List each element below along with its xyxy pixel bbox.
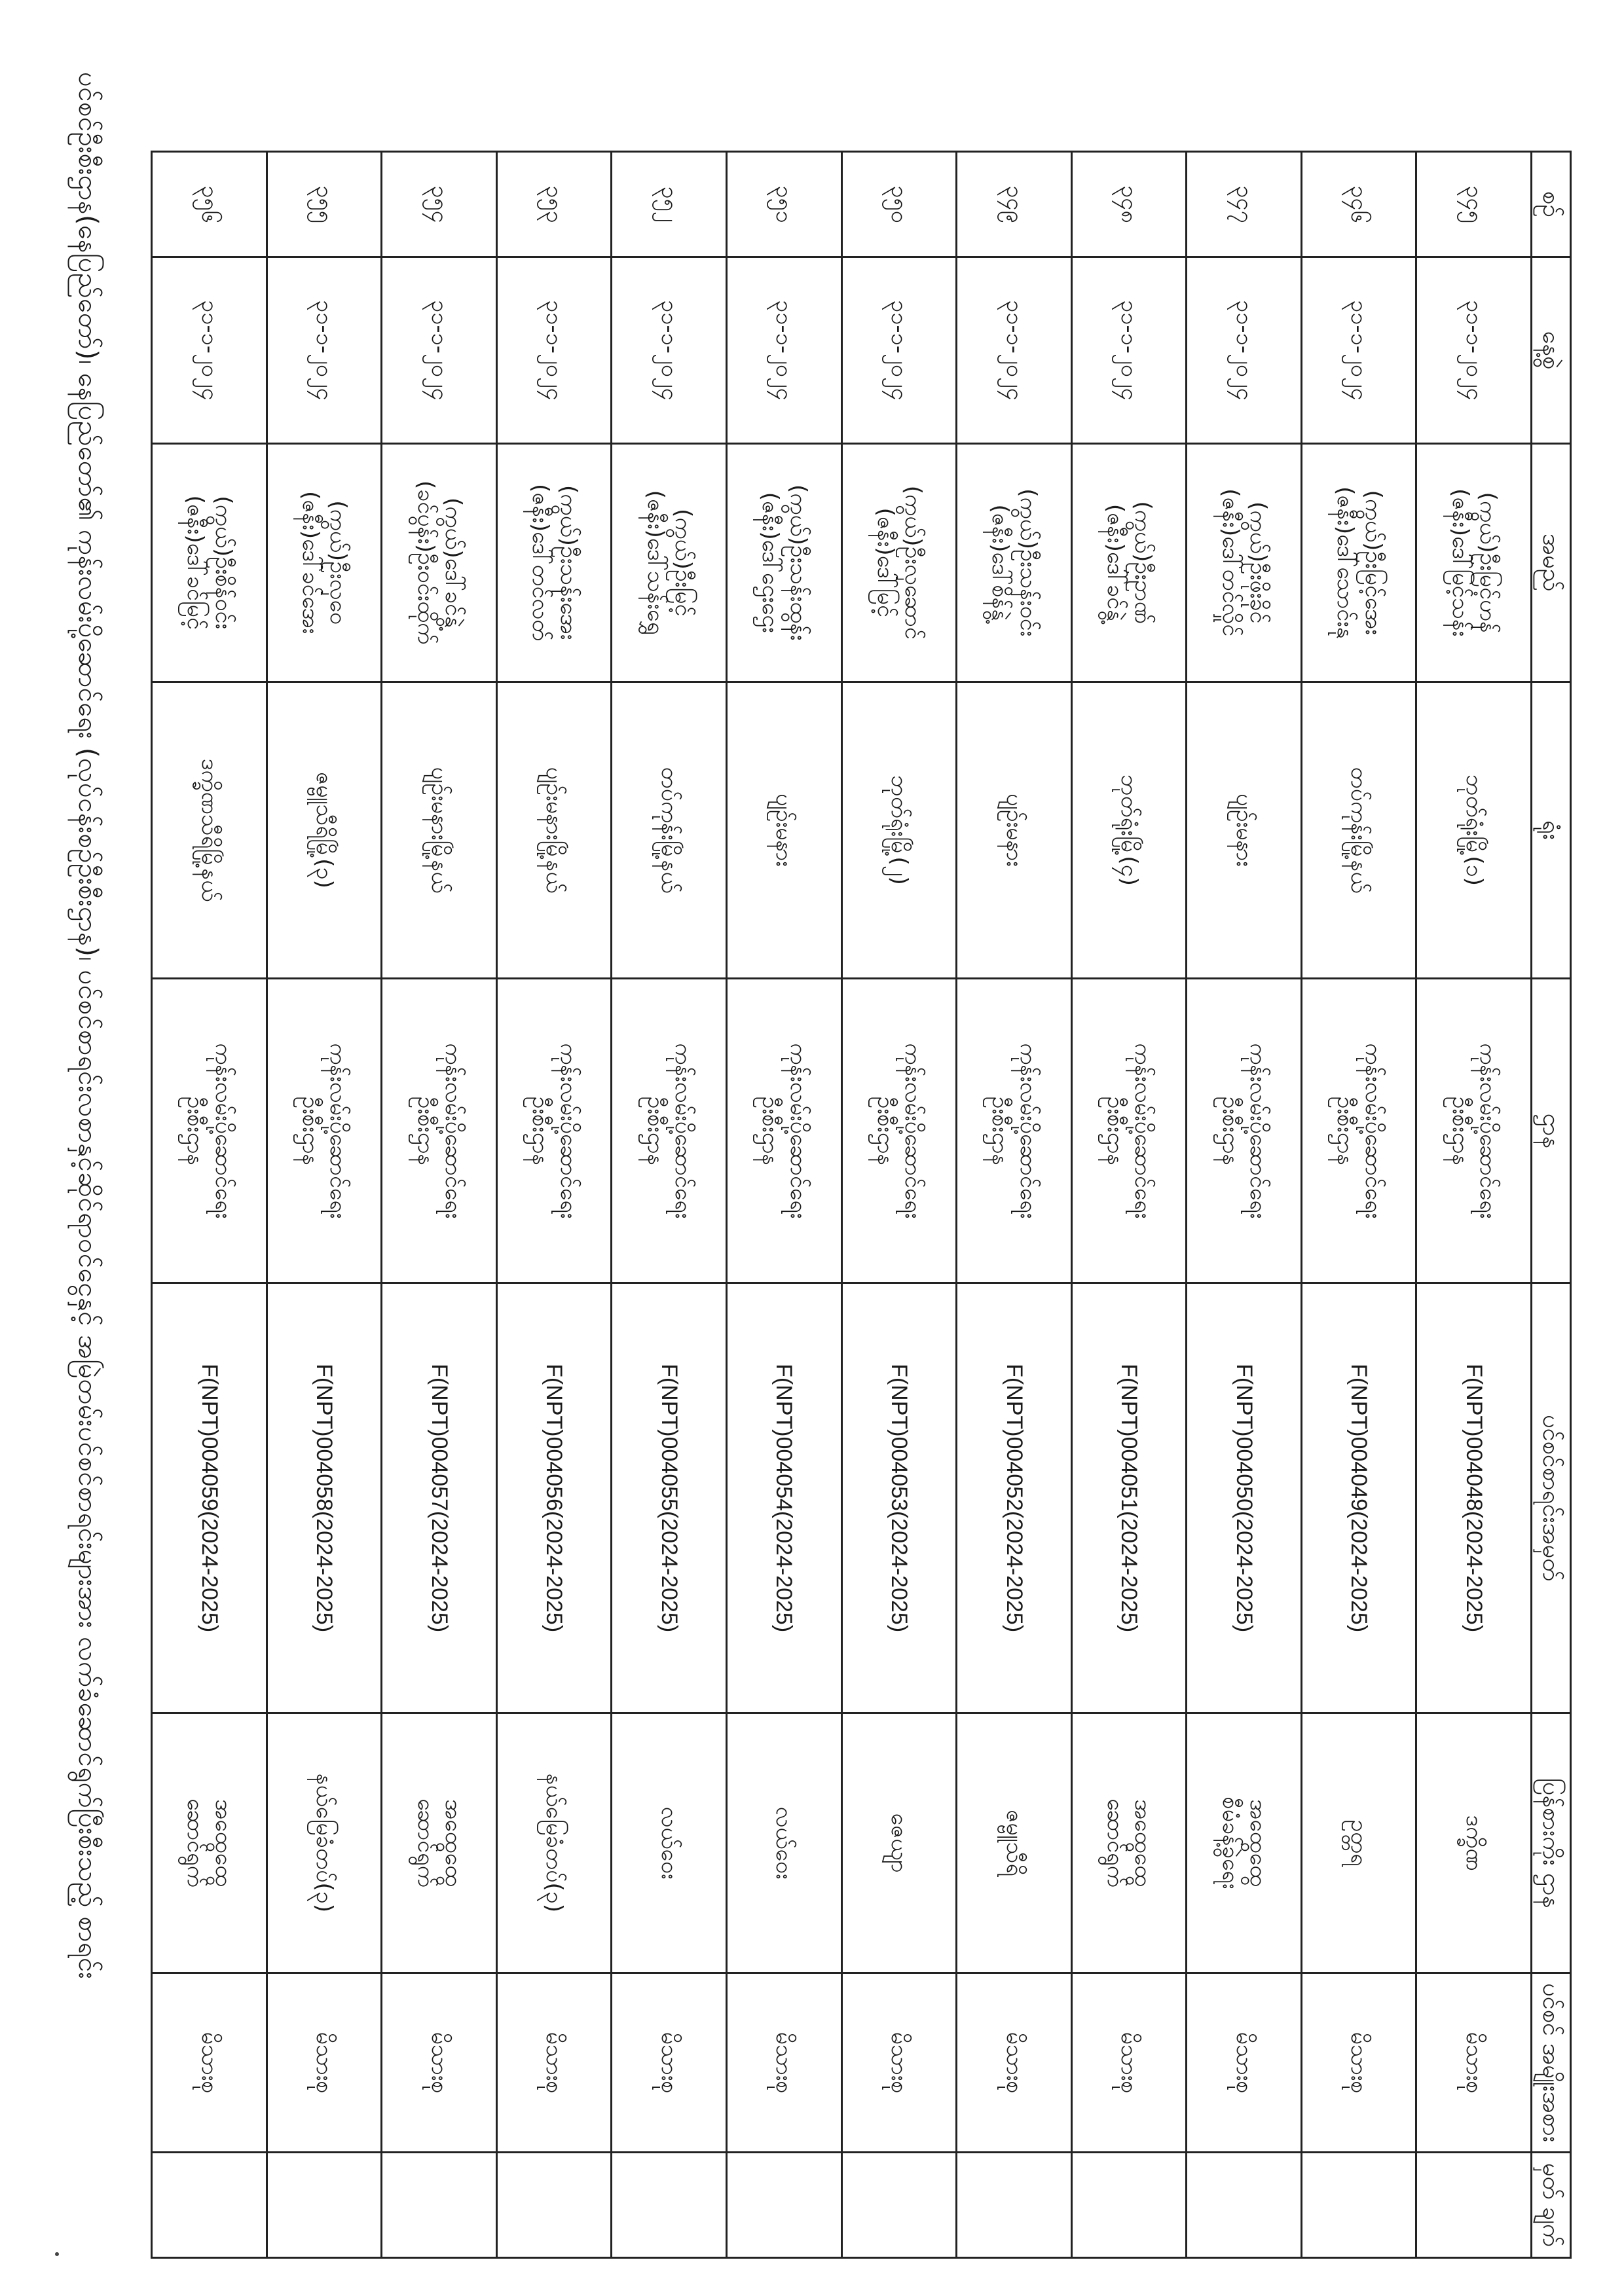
cell-line-name2: (ဇနီး)ဒေါ်သန်းရွှေ	[642, 490, 669, 635]
cell-line-type2: စီမံခန့်ခွဲရေး	[1217, 1796, 1244, 1889]
table-row	[726, 152, 841, 2258]
cell-line-cert: F(NPT)004050(2024-2025)	[1231, 1364, 1257, 1633]
cell-cert	[1071, 1283, 1187, 1713]
cell-line-type1: နယ်မြေခံတပ်(၃)	[541, 1773, 568, 1913]
ink-dot	[55, 2252, 59, 2256]
cell-line-dept2: ဦးစီးဌာန	[527, 1096, 554, 1166]
cell-line-office: တပ်ကုန်းမြို့နယ်	[1346, 767, 1373, 894]
cell-line-dept2: ဦးစီးဌာန	[1332, 1096, 1359, 1166]
cell-line-dept1: ကုန်းလမ်းပို့ဆောင်ရေး	[440, 1043, 467, 1219]
cell-no	[267, 152, 382, 257]
cell-date	[612, 257, 727, 444]
cell-line-type1: ဇမ္ဗူသီရိ	[1001, 1810, 1027, 1876]
cell-line-name2: (ဇနီး)ဒေါ်ခင်အေး	[297, 491, 323, 634]
cell-date	[957, 257, 1072, 444]
cell-office	[841, 682, 957, 979]
cell-department	[841, 979, 957, 1283]
cell-category	[1416, 1973, 1532, 2153]
cell-line-date: ၃၁-၁-၂၀၂၄	[771, 300, 798, 401]
table-row	[957, 152, 1072, 2258]
cell-line-category: မိသားစု	[886, 2032, 913, 2094]
cell-line-office: ဘုတ်ရုံးမြို့(၂)	[886, 775, 913, 885]
cell-line-cert: F(NPT)004048(2024-2025)	[1461, 1364, 1486, 1633]
cell-line-name1: (ကွယ်)ဦးသန်းထွန်း	[784, 484, 811, 641]
cell-line-no: ၃၄၉	[1001, 185, 1027, 223]
cell-department	[726, 979, 841, 1283]
cell-line-dept2: ဦးစီးဌာန	[412, 1096, 439, 1166]
cell-line-name1: (ကွယ်)ဦးသန်းဝင်း	[1014, 488, 1041, 637]
cell-line-no: ၃၅၃	[541, 185, 568, 223]
cell-line-type1: လယ်ဝေး	[655, 1806, 682, 1880]
cell-line-category: မိသားစု	[1346, 2032, 1373, 2094]
cell-type	[841, 1713, 957, 1973]
cell-office	[726, 682, 841, 979]
cell-line-office: ဘုတ်ရုံးမြို့(၁)	[1460, 774, 1487, 886]
cell-type	[612, 1713, 727, 1973]
cell-type	[382, 1713, 497, 1973]
cell-category	[1301, 1973, 1416, 2153]
cell-line-dept1: ကုန်းလမ်းပို့ဆောင်ရေး	[325, 1043, 352, 1219]
cell-type	[1187, 1713, 1302, 1973]
cell-line-date: ၃၁-၁-၂၀၂၄	[1116, 300, 1143, 401]
cell-name	[1187, 443, 1302, 682]
cell-line-cert: F(NPT)004052(2024-2025)	[1001, 1364, 1027, 1633]
cell-type	[1071, 1713, 1187, 1973]
cell-cert	[1187, 1283, 1302, 1713]
cell-name	[612, 443, 727, 682]
pension-register-table	[151, 151, 1572, 2259]
cell-no	[152, 152, 267, 257]
header-type: ပြန်စားကိုး ဌာန	[1532, 1713, 1571, 1973]
cell-line-name2: (ဇနီး)ဒေါ်မြင့်	[872, 507, 898, 617]
cell-line-date: ၃၁-၁-၂၀၂၄	[655, 300, 682, 401]
cell-type	[152, 1713, 267, 1973]
cell-date	[1187, 257, 1302, 444]
cell-name	[1301, 443, 1416, 682]
cell-name	[726, 443, 841, 682]
cell-line-dept2: ဦးစီးဌာန	[987, 1096, 1014, 1166]
cell-type	[726, 1713, 841, 1973]
cell-department	[612, 979, 727, 1283]
cell-no	[1301, 152, 1416, 257]
cell-line-date: ၃၁-၁-၂၀၂၄	[886, 300, 913, 401]
cell-name	[382, 443, 497, 682]
table-row	[1071, 152, 1187, 2258]
cell-line-type1: အထွေထွေ	[1130, 1799, 1156, 1887]
table-body	[152, 152, 1532, 2258]
header-cert: ပင်စင်စာရင်းအမှတ်	[1532, 1283, 1571, 1713]
cell-remark	[957, 2152, 1072, 2257]
cell-department	[957, 979, 1072, 1283]
cell-category	[382, 1973, 497, 2153]
cell-line-name1: (ကွယ်)ဦးဖိုးခိုင်	[1245, 501, 1272, 624]
cell-office	[382, 682, 497, 979]
cell-cert	[1301, 1283, 1416, 1713]
cell-line-name2: (ဇနီး)ဒေါ်ခင်နွဲ့	[1101, 503, 1128, 621]
cell-line-office: ဇမ္ဗူသီရိမြို့(၃)	[311, 772, 338, 888]
cell-date	[152, 257, 267, 444]
cell-line-category: မိသားစု	[1116, 2032, 1143, 2094]
cell-line-dept2: ဦးစီးဌာန	[182, 1096, 209, 1166]
cell-line-no: ၃၅၀	[886, 185, 913, 223]
cell-date	[1071, 257, 1187, 444]
cell-line-type1: အထွေထွေ	[1245, 1799, 1272, 1887]
cell-line-cert: F(NPT)004053(2024-2025)	[887, 1364, 912, 1633]
cell-line-name1: (ကွယ်)ဦးစိန်ဝင်း	[210, 496, 236, 630]
cell-line-name1: (ကွယ်)ဦးဥာဏ်	[1130, 501, 1156, 624]
cell-line-dept2: ဦးစီးဌာန	[1447, 1096, 1473, 1166]
cell-line-type1: အထွေထွေ	[440, 1799, 467, 1887]
cell-no	[1071, 152, 1187, 257]
table-row	[496, 152, 612, 2258]
table-row	[152, 152, 267, 2258]
cell-office	[612, 682, 727, 979]
header-remark: မှတ် ချက်	[1532, 2152, 1571, 2257]
cell-category	[1187, 1973, 1302, 2153]
cell-line-name1: (ကွယ်)ဦးမြင့်ဟန်	[1475, 492, 1502, 633]
cell-line-office: တပ်ကုန်းမြို့နယ်	[655, 767, 682, 894]
cell-line-dept1: ကုန်းလမ်းပို့ဆောင်ရေး	[1359, 1043, 1386, 1219]
cell-line-no: ၃၅၅	[311, 185, 338, 223]
cell-line-name1: (ကွယ်)ဒေါ်ခင်နွဲ့	[440, 497, 467, 628]
cell-line-cert: F(NPT)004056(2024-2025)	[542, 1364, 567, 1633]
cell-line-category: မိသားစု	[1460, 2032, 1487, 2094]
cell-office	[957, 682, 1072, 979]
cell-line-name2: (ဇနီး)ဒေါ်တင်လှိုင်	[1217, 488, 1244, 637]
cell-line-cert: F(NPT)004058(2024-2025)	[312, 1364, 337, 1633]
cell-line-name2: (ဇနီး)ဒေါ်သောင်းနု	[1332, 486, 1359, 639]
cell-line-type1: လယ်ဝေး	[771, 1806, 798, 1880]
cell-line-date: ၃၁-၁-၂၀၂၄	[1230, 300, 1257, 401]
cell-cert	[267, 1283, 382, 1713]
table-row	[1301, 152, 1416, 2258]
cell-line-office: ပျဉ်းမနားမြို့နယ်	[426, 767, 452, 894]
cell-no	[726, 152, 841, 257]
cell-date	[267, 257, 382, 444]
cell-line-dept1: ကုန်းလမ်းပို့ဆောင်ရေး	[784, 1043, 811, 1219]
cell-line-office: ပျဉ်းမနား	[771, 793, 798, 867]
cell-name	[1416, 443, 1532, 682]
header-department: ဌာန	[1532, 979, 1571, 1283]
cell-line-name2: (ဇနီး)ဒေါ်မြင့်သန်း	[1447, 488, 1473, 637]
cell-cert	[382, 1283, 497, 1713]
cell-category	[1071, 1973, 1187, 2153]
cell-date	[1301, 257, 1416, 444]
cell-line-type1: ဥတ္တရ	[1346, 1819, 1373, 1867]
cell-line-dept2: ဦးစီးဌာန	[1217, 1096, 1244, 1166]
cell-category	[841, 1973, 957, 2153]
cell-date	[382, 257, 497, 444]
cell-line-name2: (ဇနီး)ဒေါ်စိန်နွဲ့	[987, 504, 1014, 621]
cell-line-category: မိသားစု	[1001, 2032, 1027, 2094]
cell-remark	[1187, 2152, 1302, 2257]
cell-department	[152, 979, 267, 1283]
cell-cert	[612, 1283, 727, 1713]
cell-line-date: ၃၁-၁-၂၀၂၄	[541, 300, 568, 401]
cell-remark	[267, 2152, 382, 2257]
header-office: ရုံး	[1532, 682, 1571, 979]
cell-line-no: ၃၅၄	[426, 185, 452, 223]
cell-date	[1416, 257, 1532, 444]
cell-line-category: မိသားစု	[655, 2032, 682, 2094]
cell-line-no: ၃၅၆	[196, 185, 223, 223]
cell-category	[726, 1973, 841, 2153]
header-date: နေ့စွဲ	[1532, 257, 1571, 444]
cell-cert	[726, 1283, 841, 1713]
cell-remark	[726, 2152, 841, 2257]
cell-line-category: မိသားစု	[196, 2032, 223, 2094]
cell-office	[267, 682, 382, 979]
cell-name	[957, 443, 1072, 682]
cell-name	[152, 443, 267, 682]
cell-name	[841, 443, 957, 682]
cell-line-dept1: ကုန်းလမ်းပို့ဆောင်ရေး	[1245, 1043, 1272, 1219]
cell-remark	[841, 2152, 957, 2257]
cell-category	[612, 1973, 727, 2153]
document-title: ပင်စင်ဦးစီးဌာန(နေပြည်တော်)၊ နေပြည်တော်၏ ကုန်းလမ်းပို့ဆောင်ရေး (လုပ်ငန်းစဉ်ဦးစီးဌာန)၊ ပင်စင်စာရင်းလစာနှင့်ဆိုင်ရာဝင်ငွေနှင့် အမြဲတမ်းပင်စင်စာရင်းများအား လက်ခံဆောင်ရွက်ပြီးစီးသည့် စာရင်း	[73, 72, 103, 1980]
cell-category	[267, 1973, 382, 2153]
cell-line-type2: ဆောင်ရွက်	[182, 1798, 209, 1887]
cell-no	[1416, 152, 1532, 257]
cell-line-type2: ဆောင်ရွက်	[412, 1798, 439, 1887]
cell-office	[496, 682, 612, 979]
cell-line-office: ပျဉ်းမနား	[1001, 793, 1027, 867]
table-header-row	[1532, 152, 1571, 2258]
cell-type	[496, 1713, 612, 1973]
cell-date	[496, 257, 612, 444]
cell-line-cert: F(NPT)004054(2024-2025)	[771, 1364, 797, 1633]
cell-no	[382, 152, 497, 257]
cell-office	[1187, 682, 1302, 979]
cell-remark	[612, 2152, 727, 2257]
cell-remark	[152, 2152, 267, 2257]
cell-line-cert: F(NPT)004057(2024-2025)	[426, 1364, 452, 1633]
cell-category	[152, 1973, 267, 2153]
cell-line-dept2: ဦးစီးဌာန	[757, 1096, 784, 1166]
table-row	[841, 152, 957, 2258]
cell-line-cert: F(NPT)004051(2024-2025)	[1116, 1364, 1142, 1633]
cell-cert	[1416, 1283, 1532, 1713]
cell-department	[1187, 979, 1302, 1283]
cell-name	[1071, 443, 1187, 682]
cell-no	[957, 152, 1072, 257]
cell-line-office: ပျဉ်းမနားမြို့နယ်	[541, 767, 568, 894]
header-name: အမည်	[1532, 443, 1571, 682]
cell-line-no: ၃၄၆	[1346, 185, 1373, 223]
cell-office	[1071, 682, 1187, 979]
cell-remark	[382, 2152, 497, 2257]
cell-line-type2: ဆောင်ရွက်	[1101, 1798, 1128, 1887]
cell-department	[267, 979, 382, 1283]
cell-office	[152, 682, 267, 979]
cell-line-no: ၃၄၇	[1230, 185, 1257, 223]
cell-line-type1: နယ်မြေခံတပ်(၃)	[311, 1773, 338, 1913]
table-row	[1187, 152, 1302, 2258]
cell-line-category: မိသားစု	[1230, 2032, 1257, 2094]
table-row	[1416, 152, 1532, 2258]
cell-no	[612, 152, 727, 257]
cell-cert	[152, 1283, 267, 1713]
cell-line-cert: F(NPT)004049(2024-2025)	[1346, 1364, 1372, 1633]
cell-date	[841, 257, 957, 444]
cell-line-dept2: ဦးစီးဌာန	[642, 1096, 669, 1166]
cell-line-date: ၃၁-၁-၂၀၂၄	[311, 300, 338, 401]
cell-no	[1187, 152, 1302, 257]
cell-line-name1: (ကွယ်)ဦးလှဆောင်	[900, 485, 927, 640]
cell-line-dept1: ကုန်းလမ်းပို့ဆောင်ရေး	[900, 1043, 927, 1219]
cell-cert	[496, 1283, 612, 1713]
cell-no	[496, 152, 612, 257]
cell-line-cert: F(NPT)004059(2024-2025)	[196, 1364, 222, 1633]
cell-department	[382, 979, 497, 1283]
cell-line-name2: (ဇနီး)ဒေါ်တင်လတ်	[527, 484, 554, 642]
table-row	[267, 152, 382, 2258]
cell-date	[726, 257, 841, 444]
cell-type	[1416, 1713, 1532, 1973]
cell-remark	[1071, 2152, 1187, 2257]
cell-category	[957, 1973, 1072, 2153]
cell-category	[496, 1973, 612, 2153]
cell-line-category: မိသားစု	[541, 2032, 568, 2094]
cell-line-name1: (ကွယ်)ဦးမြင့်	[670, 509, 697, 617]
cell-line-name1: (ကွယ်)ဦးလှဝေ	[325, 500, 352, 625]
cell-line-name2: (ဇနီး)ဒေါ်ဌေးဌေး	[757, 492, 784, 633]
cell-line-no: ၃၄၅	[1460, 185, 1487, 223]
cell-line-date: ၃၁-၁-၂၀၂၄	[196, 300, 223, 401]
cell-no	[841, 152, 957, 257]
cell-line-type1: အထွေထွေ	[210, 1799, 236, 1887]
cell-department	[1071, 979, 1187, 1283]
cell-type	[1301, 1713, 1416, 1973]
cell-department	[1301, 979, 1416, 1283]
cell-line-dept1: ကုန်းလမ်းပို့ဆောင်ရေး	[670, 1043, 697, 1219]
cell-line-dept1: ကုန်းလမ်းပို့ဆောင်ရေး	[555, 1043, 581, 1219]
cell-line-date: ၃၁-၁-၂၀၂၄	[1001, 300, 1027, 401]
table-row	[612, 152, 727, 2258]
cell-department	[1416, 979, 1532, 1283]
cell-department	[496, 979, 612, 1283]
cell-office	[1301, 682, 1416, 979]
cell-line-dept1: ကုန်းလမ်းပို့ဆောင်ရေး	[1130, 1043, 1156, 1219]
cell-line-dept2: ဦးစီးဌာန	[1101, 1096, 1128, 1166]
table-row	[382, 152, 497, 2258]
cell-line-dept1: ကုန်းလမ်းပို့ဆောင်ရေး	[210, 1043, 236, 1219]
cell-line-name1: (ကွယ်)ဦးမြင့်အေး	[1359, 490, 1386, 635]
cell-name	[267, 443, 382, 682]
cell-remark	[496, 2152, 612, 2257]
cell-line-name1: (ကွယ်)ဦးသန်းအေး	[555, 485, 581, 640]
cell-type	[957, 1713, 1072, 1973]
cell-remark	[1416, 2152, 1532, 2257]
cell-remark	[1301, 2152, 1416, 2257]
cell-line-no: ၃၅၂	[655, 186, 682, 223]
cell-line-no: ၃၅၁	[771, 185, 798, 223]
cell-line-dept1: ကုန်းလမ်းပို့ဆောင်ရေး	[1014, 1043, 1041, 1219]
cell-line-no: ၃၄၈	[1116, 185, 1143, 223]
cell-line-category: မိသားစု	[771, 2032, 798, 2094]
cell-line-office: ဒက္ခိဏသီရိမြို့နယ်	[196, 758, 223, 902]
cell-cert	[841, 1283, 957, 1713]
cell-line-name2: (ခင်ပွန်း)ဦးဝင်းထိုက်	[412, 481, 439, 645]
cell-line-type1: ဇေယျာ	[886, 1813, 913, 1873]
cell-line-category: မိသားစု	[426, 2032, 452, 2094]
cell-line-date: ၃၁-၁-၂၀၂၄	[426, 300, 452, 401]
cell-cert	[957, 1283, 1072, 1713]
cell-line-date: ၃၁-၁-၂၀၂၄	[1346, 300, 1373, 401]
cell-line-dept2: ဦးစီးဌာန	[872, 1096, 898, 1166]
cell-line-type1: ဒက္ခိဏ	[1460, 1815, 1487, 1871]
cell-name	[496, 443, 612, 682]
cell-line-cert: F(NPT)004055(2024-2025)	[656, 1364, 682, 1633]
header-category: ပင်စင် အမျိုးအစား	[1532, 1973, 1571, 2153]
cell-line-category: မိသားစု	[311, 2032, 338, 2094]
cell-line-date: ၃၁-၁-၂၀၂၄	[1460, 300, 1487, 401]
cell-line-office: ပျဉ်းမနား	[1230, 793, 1257, 867]
cell-line-name2: (ဇနီး)ဒေါ်ခင်မြင့်	[182, 495, 209, 630]
cell-line-dept1: ကုန်းလမ်းပို့ဆောင်ရေး	[1475, 1043, 1502, 1219]
cell-line-office: ဘုတ်ရုံးမြို့(၄)	[1116, 774, 1143, 886]
cell-type	[267, 1713, 382, 1973]
cell-line-dept2: ဦးစီးဌာန	[297, 1096, 323, 1166]
header-no: စဉ်	[1532, 152, 1571, 257]
cell-office	[1416, 682, 1532, 979]
